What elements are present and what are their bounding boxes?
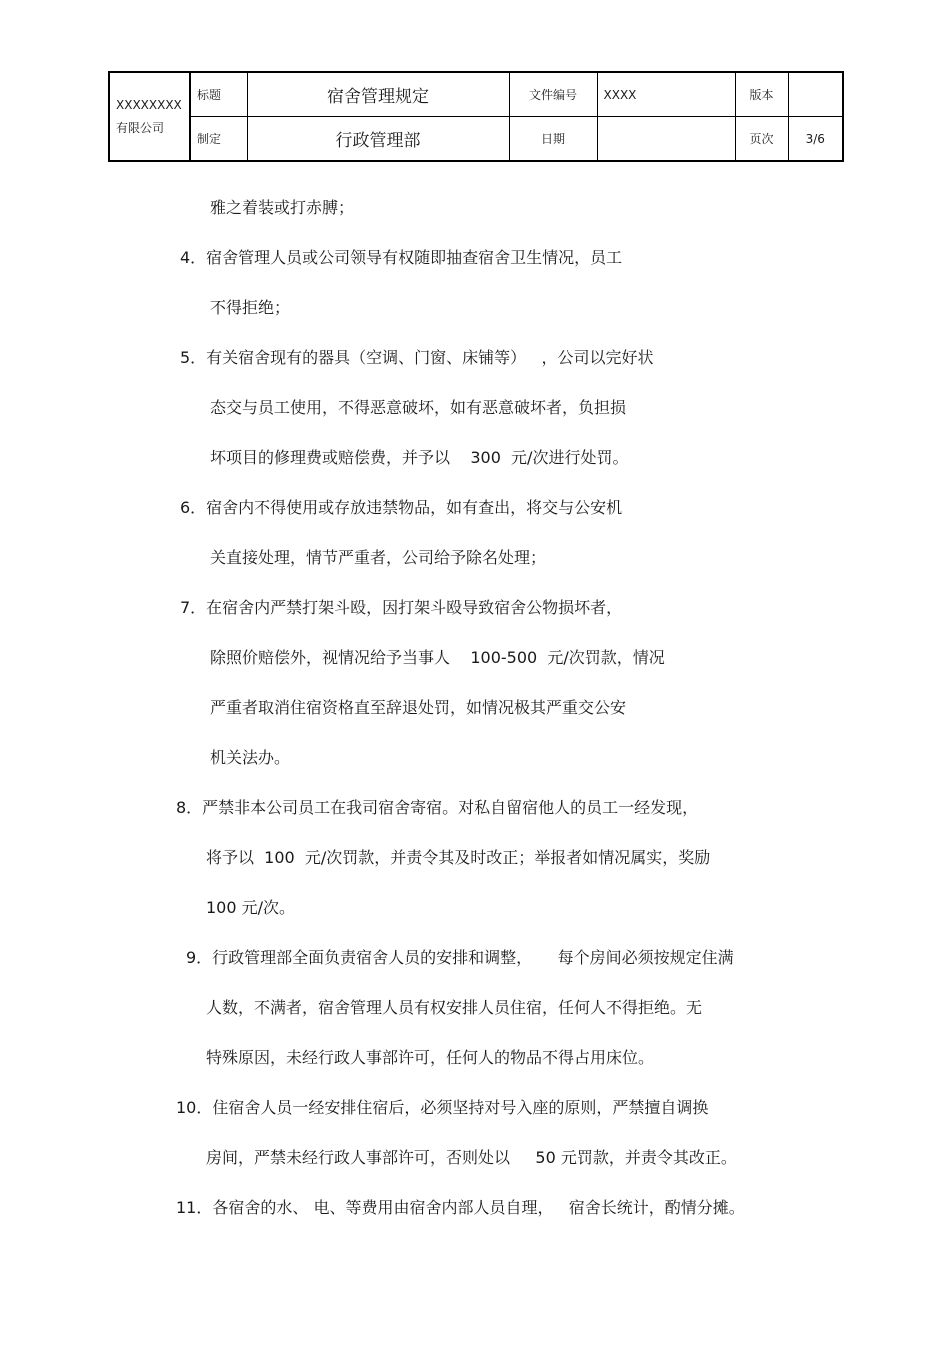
title-value: 宿舍管理规定: [247, 72, 509, 117]
body-line: 坏项目的修理费或赔偿费，并予以 300 元/次进行处罚。: [210, 448, 629, 467]
date-label: 日期: [509, 117, 597, 162]
body-line: 9．行政管理部全面负责宿舍人员的安排和调整， 每个房间必须按规定住满: [186, 948, 734, 967]
made-by-label: 制定: [190, 117, 247, 162]
body-line: 4．宿舍管理人员或公司领导有权随即抽查宿舍卫生情况，员工: [180, 248, 623, 267]
body-line: 人数，不满者，宿舍管理人员有权安排人员住宿，任何人不得拒绝。无: [206, 998, 703, 1017]
company-name: XXXXXXXX 有限公司: [109, 72, 190, 161]
doc-number-label: 文件编号: [509, 72, 597, 117]
body-line: 房间，严禁未经行政人事部许可，否则处以 50 元罚款，并责令其改正。: [206, 1148, 737, 1167]
page-label: 页次: [735, 117, 788, 162]
body-line: 6．宿舍内不得使用或存放违禁物品，如有查出，将交与公安机: [180, 498, 623, 517]
document-header-table: [108, 71, 844, 162]
body-line: 不得拒绝；: [210, 298, 291, 317]
body-line: 将予以 100 元/次罚款，并责令其及时改正；举报者如情况属实，奖励: [206, 848, 711, 867]
body-line: 8．严禁非本公司员工在我司宿舍寄宿。对私自留宿他人的员工一经发现，: [176, 798, 699, 817]
body-line: 除照价赔偿外，视情况给予当事人 100-500 元/次罚款，情况: [210, 648, 665, 667]
page-number: 3/6: [788, 117, 843, 162]
body-line: 态交与员工使用，不得恶意破坏，如有恶意破坏者，负担损: [210, 398, 627, 417]
body-line: 特殊原因，未经行政人事部许可，任何人的物品不得占用床位。: [206, 1048, 655, 1067]
version-label: 版本: [735, 72, 788, 117]
body-line: 严重者取消住宿资格直至辞退处罚，如情况极其严重交公安: [210, 698, 627, 717]
body-line: 7．在宿舍内严禁打架斗殴，因打架斗殴导致宿舍公物损坏者，: [180, 598, 623, 617]
body-line: 11．各宿舍的水、 电、等费用由宿舍内部人员自理， 宿舍长统计，酌情分摊。: [176, 1198, 745, 1217]
body-line: 关直接处理，情节严重者，公司给予除名处理；: [210, 548, 547, 567]
body-line: 10．住宿舍人员一经安排住宿后，必须坚持对号入座的原则，严禁擅自调换: [176, 1098, 709, 1117]
body-line: 100 元/次。: [206, 898, 296, 917]
made-by-value: 行政管理部: [247, 117, 509, 162]
doc-number-value: XXXX: [597, 72, 735, 117]
version-value: [788, 72, 843, 117]
body-line: 机关法办。: [210, 748, 291, 767]
title-label: 标题: [190, 72, 247, 117]
date-value: [597, 117, 735, 162]
body-line: 5．有关宿舍现有的器具（空调、门窗、床铺等） ，公司以完好状: [180, 348, 654, 367]
body-line: 雅之着装或打赤膊；: [210, 198, 355, 217]
